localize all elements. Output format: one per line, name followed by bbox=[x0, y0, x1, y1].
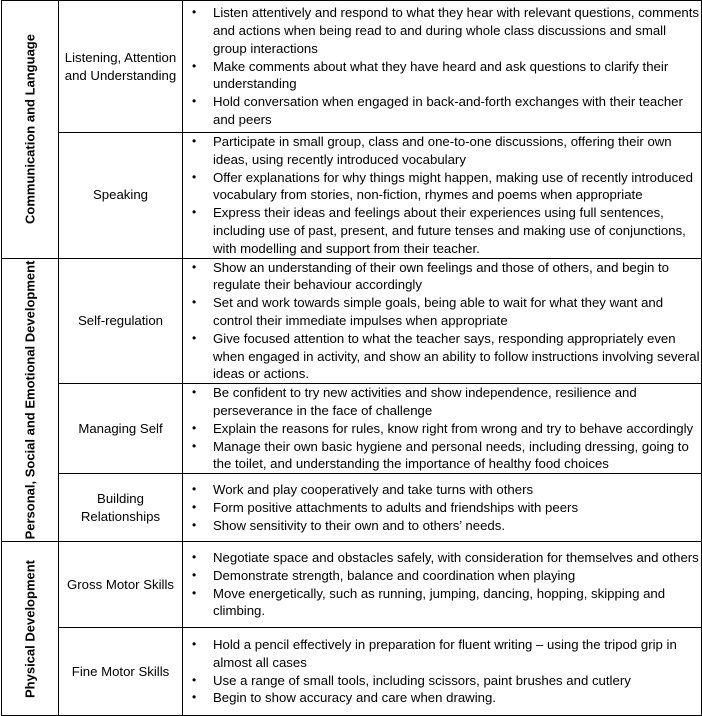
aspect-label: Speaking bbox=[59, 133, 183, 259]
aspect-label: Gross Motor Skills bbox=[59, 542, 183, 628]
goal-text: Hold a pencil effectively in preparation for fluent writing – using the tripod grip in almost all cases bbox=[213, 637, 677, 670]
goal-text: Manage their own basic hygiene and personal needs, including dressing, going to the toilet, and understanding the importance of healthy food choices bbox=[213, 438, 689, 472]
goal-item bbox=[183, 259, 701, 295]
aspect-label: Self-regulation bbox=[59, 258, 183, 384]
bullet-icon: • bbox=[192, 385, 197, 400]
goals-cell bbox=[183, 474, 702, 542]
table-row bbox=[2, 1, 702, 133]
bullet-icon: • bbox=[192, 481, 197, 496]
bullet-icon: • bbox=[192, 58, 197, 73]
goal-item bbox=[183, 420, 701, 438]
bullet-icon: • bbox=[192, 94, 197, 109]
goal-list bbox=[183, 133, 701, 258]
goal-item bbox=[183, 567, 701, 585]
bullet-icon: • bbox=[192, 637, 197, 652]
bullet-icon: • bbox=[192, 438, 197, 453]
goal-text: Make comments about what they have heard and ask questions to clarify their understanding bbox=[213, 58, 669, 92]
goal-item bbox=[183, 481, 701, 499]
goal-list bbox=[183, 259, 701, 384]
goal-item bbox=[183, 330, 701, 383]
table-row bbox=[2, 258, 702, 384]
goal-text: Hold conversation when engaged in back-and-forth exchanges with their teacher and peers bbox=[213, 94, 683, 127]
goal-text: Listen attentively and respond to what they hear with relevant questions, comments and actions when being read to and during whole class discussions and small group interactions bbox=[213, 5, 700, 56]
goal-item bbox=[183, 499, 701, 517]
goal-item bbox=[183, 438, 701, 474]
goal-text: Set and work towards simple goals, being able to wait for what they want and control their immediate impulses when appropriate bbox=[213, 295, 664, 328]
bullet-icon: • bbox=[192, 5, 197, 20]
goal-item bbox=[183, 58, 701, 94]
goal-text: Show sensitivity to their own and to others’ needs. bbox=[213, 517, 505, 533]
bullet-icon: • bbox=[192, 134, 197, 148]
area-cell bbox=[2, 258, 59, 542]
area-label: Physical Development bbox=[22, 559, 38, 698]
goal-list bbox=[183, 384, 701, 473]
goal-text: Be confident to try new activities and show independence, resilience and perseverance in the face of challenge bbox=[213, 385, 637, 418]
goal-item bbox=[183, 4, 701, 57]
goal-text: Give focused attention to what the teacher says, responding appropriately even when engaged in activity, and show an ability to follow instructions involving several ideas or actions. bbox=[213, 330, 700, 382]
early-learning-goals-table bbox=[1, 0, 702, 716]
goal-item bbox=[183, 294, 701, 330]
table-row bbox=[2, 628, 702, 716]
goal-text: Explain the reasons for rules, know right from wrong and try to behave accordingly bbox=[213, 420, 694, 436]
area-label: Personal, Social and Emotional Development bbox=[22, 260, 38, 540]
goal-text: Move energetically, such as running, jumping, dancing, hopping, skipping and climbing. bbox=[213, 585, 666, 619]
bullet-icon: • bbox=[192, 205, 197, 220]
bullet-icon: • bbox=[192, 499, 197, 514]
goal-item bbox=[183, 517, 701, 535]
goals-cell bbox=[183, 258, 702, 384]
aspect-label: Listening, Attention and Understanding bbox=[59, 1, 183, 133]
goal-item bbox=[183, 384, 701, 420]
goal-text: Work and play cooperatively and take turns with others bbox=[213, 481, 534, 497]
goals-cell bbox=[183, 384, 702, 474]
goal-item bbox=[183, 585, 701, 621]
bullet-icon: • bbox=[192, 550, 197, 565]
goal-text: Begin to show accuracy and care when drawing. bbox=[213, 690, 496, 706]
goal-text: Show an understanding of their own feelings and those of others, and begin to regulate their behaviour accordingly bbox=[213, 259, 670, 293]
bullet-icon: • bbox=[192, 169, 197, 184]
area-cell bbox=[2, 542, 59, 716]
goal-text: Demonstrate strength, balance and coordination when playing bbox=[213, 567, 576, 583]
bullet-icon: • bbox=[192, 295, 197, 310]
goal-item bbox=[183, 636, 701, 672]
goal-text: Participate in small group, class and one-to-one discussions, offering their own ideas, using recently introduced vocabulary bbox=[213, 134, 672, 167]
bullet-icon: • bbox=[192, 330, 197, 345]
bullet-icon: • bbox=[192, 567, 197, 582]
goals-cell bbox=[183, 542, 702, 628]
aspect-label: Fine Motor Skills bbox=[59, 628, 183, 716]
bullet-icon: • bbox=[192, 259, 197, 274]
goal-list bbox=[183, 549, 701, 620]
bullet-icon: • bbox=[192, 585, 197, 600]
goal-item bbox=[183, 93, 701, 129]
bullet-icon: • bbox=[192, 420, 197, 435]
goal-text: Form positive attachments to adults and friendships with peers bbox=[213, 499, 579, 515]
table-row bbox=[2, 133, 702, 259]
goal-item bbox=[183, 672, 701, 690]
table-row bbox=[2, 474, 702, 542]
aspect-label: Building Relationships bbox=[59, 474, 183, 542]
bullet-icon: • bbox=[192, 690, 197, 705]
table-row bbox=[2, 542, 702, 628]
goal-text: Negotiate space and obstacles safely, with consideration for themselves and others bbox=[213, 550, 699, 566]
goal-text: Express their ideas and feelings about their experiences using full sentences, including use of past, present, and future tenses and making use of conjunctions, with modelling and support from their teacher. bbox=[213, 205, 686, 256]
table-row bbox=[2, 384, 702, 474]
goal-list bbox=[183, 636, 701, 707]
goals-cell bbox=[183, 628, 702, 716]
area-label: Communication and Language bbox=[22, 34, 38, 225]
goal-item bbox=[183, 133, 701, 169]
goal-text: Offer explanations for why things might happen, making use of recently introduced vocabulary from stories, non-fiction, rhymes and poems when appropriate bbox=[213, 169, 693, 203]
area-cell bbox=[2, 1, 59, 259]
goal-item bbox=[183, 169, 701, 205]
goal-item bbox=[183, 549, 701, 567]
aspect-label: Managing Self bbox=[59, 384, 183, 474]
goal-list bbox=[183, 481, 701, 534]
goal-list bbox=[183, 4, 701, 129]
goals-cell bbox=[183, 133, 702, 259]
goal-item bbox=[183, 689, 701, 707]
goal-text: Use a range of small tools, including scissors, paint brushes and cutlery bbox=[213, 672, 631, 688]
bullet-icon: • bbox=[192, 672, 197, 687]
goals-cell bbox=[183, 1, 702, 133]
goal-item bbox=[183, 204, 701, 257]
bullet-icon: • bbox=[192, 517, 197, 532]
